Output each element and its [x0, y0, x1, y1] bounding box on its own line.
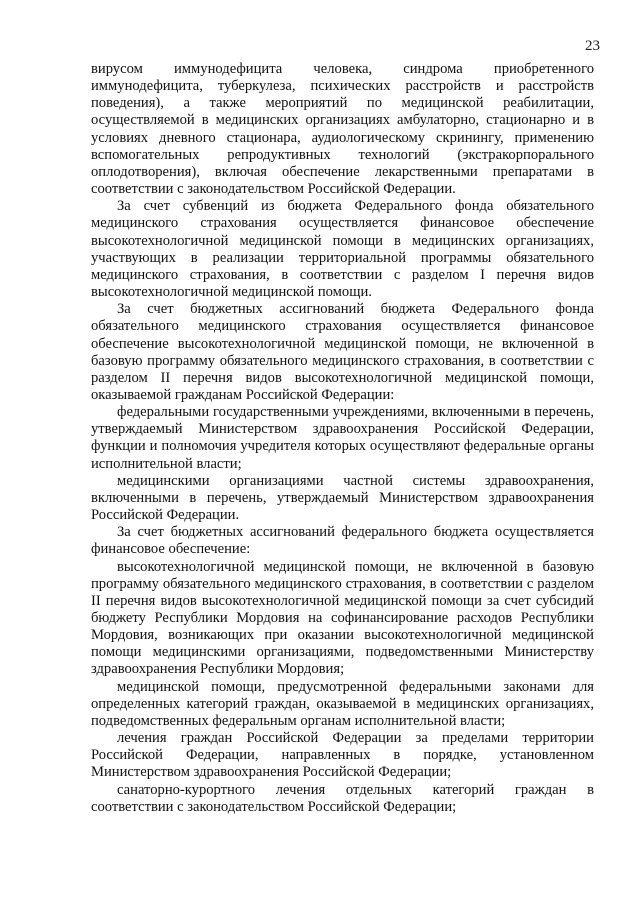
paragraph-ffoms-budget: За счет бюджетных ассигнований бюджета Федерального фонда обязательного медицинского страхования осуществляется финансовое обеспечение высокотехнологичной медицинской помощи, не включенной в базовую программу обязательного медицинского страхования, в соответствии с разделом II перечня видов высокотехнологичной медицинской помощи, оказываемой гражданам Российской Федерации: — [91, 301, 594, 403]
page-number: 23 — [585, 38, 600, 54]
document-body — [91, 61, 594, 816]
paragraph-subventions: За счет субвенций из бюджета Федерального фонда обязательного медицинского страхования осуществляется финансовое обеспечение высокотехнологичной медицинской помощи в медицинских организациях, участвующих в реализации территориальной программы обязательного медицинского страхования, в соответствии с разделом I перечня видов высокотехнологичной медицинской помощи. — [91, 198, 594, 301]
paragraph-treatment-abroad: лечения граждан Российской Федерации за пределами территории Российской Федерации, направленных в порядке, установленном Министерством здравоохранения Российской Федерации; — [91, 730, 594, 781]
paragraph-federal-laws-care: медицинской помощи, предусмотренной федеральными законами для определенных категорий граждан, оказываемой в медицинских организациях, подведомственных федеральным органам исполнительной власти; — [91, 678, 594, 729]
paragraph-high-tech-care: высокотехнологичной медицинской помощи, не включенной в базовую программу обязательного медицинского страхования, в соответствии с разделом II перечня видов высокотехнологичной медицинской помощи за счет субсидий бюджету Республики Мордовия на софинансирование расходов Республики Мордовия, возникающих при оказании высокотехнологичной медицинской помощи медицинскими организациями, подведомственными Министерству здравоохранения Республики Мордовия; — [91, 558, 594, 678]
paragraph-sanatorium-treatment: санаторно-курортного лечения отдельных категорий граждан в соответствии с законодательством Российской Федерации; — [91, 781, 594, 815]
paragraph-private-organizations: медицинскими организациями частной системы здравоохранения, включенными в перечень, утверждаемый Министерством здравоохранения Российской Федерации. — [91, 472, 594, 524]
paragraph-continuation: вирусом иммунодефицита человека, синдрома приобретенного иммунодефицита, туберкулеза, психических расстройств и расстройств поведения), а также мероприятий по медицинской реабилитации, осуществляемой в медицинских организациях амбулаторно, стационарно и в условиях дневного стационара, аудиологическому скринингу, применению вспомогательных репродуктивных технологий (экстракорпорального оплодотворения), включая обеспечение лекарственными препаратами в соответствии с законодательством Российской Федерации. — [91, 61, 594, 198]
paragraph-federal-budget: За счет бюджетных ассигнований федерального бюджета осуществляется финансовое обеспечение: — [91, 524, 594, 558]
paragraph-federal-institutions: федеральными государственными учреждениями, включенными в перечень, утверждаемый Министерством здравоохранения Российской Федерации, функции и полномочия учредителя которых осуществляют федеральные органы исполнительной власти; — [91, 404, 594, 472]
